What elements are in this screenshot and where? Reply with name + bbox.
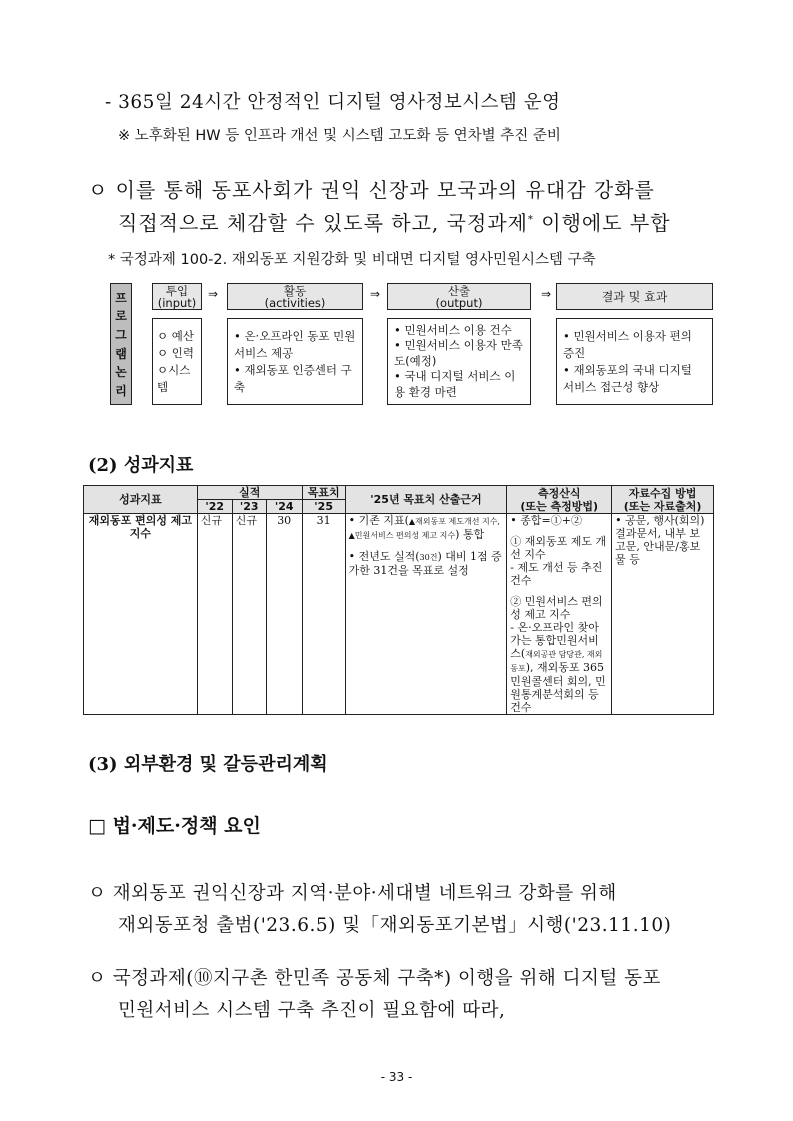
input-box	[152, 318, 202, 405]
label-char: 리	[115, 384, 127, 399]
input-item: ㅇ시스템	[157, 362, 191, 394]
formula-item: - 제도 개선 등 추진 건수	[510, 561, 603, 587]
bullet-text-end: 이행에도 부합	[533, 211, 671, 235]
col-formula	[507, 486, 612, 514]
basis-cell	[345, 514, 507, 715]
output-item: • 민원서비스 이용 건수	[394, 322, 512, 337]
col-year: '22	[197, 500, 232, 514]
header-activities	[227, 283, 363, 310]
label-char: 논	[115, 365, 127, 380]
indicator-cell: 재외동포 편의성 제고 지수	[84, 514, 198, 715]
text: ) 통합	[455, 528, 485, 541]
label-char: 그	[115, 328, 127, 343]
paragraph-line: ㅇ 재외동포 권익신장과 지역·분야·세대별 네트워크 강화를 위해	[88, 883, 617, 904]
page-number: - 33 -	[380, 1070, 413, 1084]
formula-item: • 종합=①+②	[510, 514, 582, 527]
text: • 전년도 실적(	[348, 550, 420, 563]
col-year: '23	[232, 500, 266, 514]
col-target: 목표치	[302, 486, 345, 500]
formula-item	[510, 621, 608, 714]
formula-title: 측정산식	[537, 486, 581, 500]
formula-item: ② 민원서비스 편의성 제고 지수	[510, 595, 603, 621]
formula-sub: (또는 측정방법)	[520, 499, 599, 513]
header-input	[152, 283, 202, 310]
label-char: 로	[115, 309, 127, 324]
value-cell: 신규	[232, 514, 266, 715]
text: • 기존 지표(	[348, 514, 409, 527]
input-item: ㅇ 인력	[157, 345, 194, 360]
section-title: (2) 성과지표	[88, 455, 194, 476]
header-sub: (input)	[157, 295, 197, 310]
paragraph-line: 재외동포청 출범('23.6.5) 및「재외동포기본법」시행('23.11.10)	[118, 915, 672, 936]
output-item: • 민원서비스 이용자 만족도(예정)	[394, 338, 523, 368]
header-sub: (output)	[435, 295, 483, 310]
header-sub: (activities)	[264, 295, 326, 310]
header-title: 산출	[447, 283, 471, 298]
section-title: (3) 외부환경 및 갈등관리계획	[88, 754, 328, 775]
footnote-mark: *	[527, 214, 534, 226]
basis-item	[349, 514, 504, 542]
header-title: 결과 및 효과	[601, 289, 668, 304]
label-char: 프	[115, 290, 127, 305]
arrow-icon: ⇒	[208, 287, 219, 301]
output-box	[387, 318, 531, 405]
paragraph-line: ㅇ 국정과제(⑩지구촌 한민족 공동체 구축*) 이행을 위해 디지털 동포	[88, 968, 661, 989]
header-title: 활동	[283, 283, 307, 298]
bullet-text: 직접적으로 체감할 수 있도록 하고, 국정과제	[118, 211, 528, 235]
value-cell: 신규	[197, 514, 232, 715]
output-item: • 국내 디지털 서비스 이용 환경 마련	[394, 369, 516, 399]
col-year: '24	[266, 500, 302, 514]
intro-note: ※ 노후화된 HW 등 인프라 개선 및 시스템 고도화 등 연차별 추진 준비	[118, 128, 561, 144]
value-cell: 31	[302, 514, 345, 715]
col-basis: '25년 목표치 산출근거	[345, 486, 507, 514]
source-title: 자료수집 방법	[628, 486, 697, 500]
text: - 온·오프라인 찾아가는 통합민원서비스(	[510, 621, 599, 660]
performance-indicator-table	[83, 485, 714, 715]
col-source	[612, 486, 714, 514]
outcome-box	[556, 318, 713, 405]
text: 재외공관 담당관, 재외동포	[510, 650, 603, 673]
label-char: 램	[115, 346, 127, 361]
activities-box	[227, 318, 363, 405]
formula-item: ① 재외동포 제도 개선 지수	[510, 535, 607, 561]
source-cell: • 공문, 행사(회의) 결과문서, 내부 보고문, 안내문/홍보물 등	[612, 514, 714, 715]
outcome-item: • 민원서비스 이용자 편의 증진	[563, 328, 692, 360]
input-item: ㅇ 예산	[157, 328, 194, 343]
header-output	[387, 283, 531, 310]
subsection-title: □ 법·제도·정책 요인	[88, 815, 261, 837]
bullet-line-1: ㅇ 이를 통해 동포사회가 권익 신장과 모국과의 유대감 강화를	[88, 178, 655, 202]
col-year: '25	[302, 500, 345, 514]
text: 30건	[419, 553, 438, 562]
activity-item: • 온·오프라인 동포 민원서비스 제공	[234, 328, 356, 360]
col-actual: 실적	[197, 486, 302, 500]
text: ), 재외동포 365 민원콜센터 회의, 민원통계분석회의 등 건수	[510, 661, 606, 714]
intro-line: - 365일 24시간 안정적인 디지털 영사정보시스템 운영	[105, 92, 561, 113]
table-row	[84, 514, 714, 715]
program-logic-label	[110, 283, 132, 405]
outcome-item: • 재외동포의 국내 디지털 서비스 접근성 향상	[563, 362, 692, 394]
col-indicator: 성과지표	[84, 486, 198, 514]
header-outcome	[556, 283, 713, 310]
value-cell: 30	[266, 514, 302, 715]
text: ▲재외동포 제도개선 지수, ▲민원서비스 편의성 제고 지수	[348, 517, 500, 540]
footnote: * 국정과제 100-2. 재외동포 지원강화 및 비대면 디지털 영사민원시스템 구축	[108, 252, 596, 268]
bullet-line-2	[118, 207, 671, 236]
activity-item: • 재외동포 인증센터 구축	[234, 362, 352, 394]
paragraph-line: 민원서비스 시스템 구축 추진이 필요함에 따라,	[118, 1000, 506, 1021]
header-title: 투입	[165, 283, 189, 298]
text: ) 대비 1점 증가한 31건을 목표로 설정	[348, 550, 502, 577]
arrow-icon: ⇒	[541, 287, 552, 301]
formula-cell	[507, 514, 612, 715]
basis-item	[349, 550, 504, 577]
source-sub: (또는 자료출처)	[623, 499, 702, 513]
arrow-icon: ⇒	[370, 287, 381, 301]
